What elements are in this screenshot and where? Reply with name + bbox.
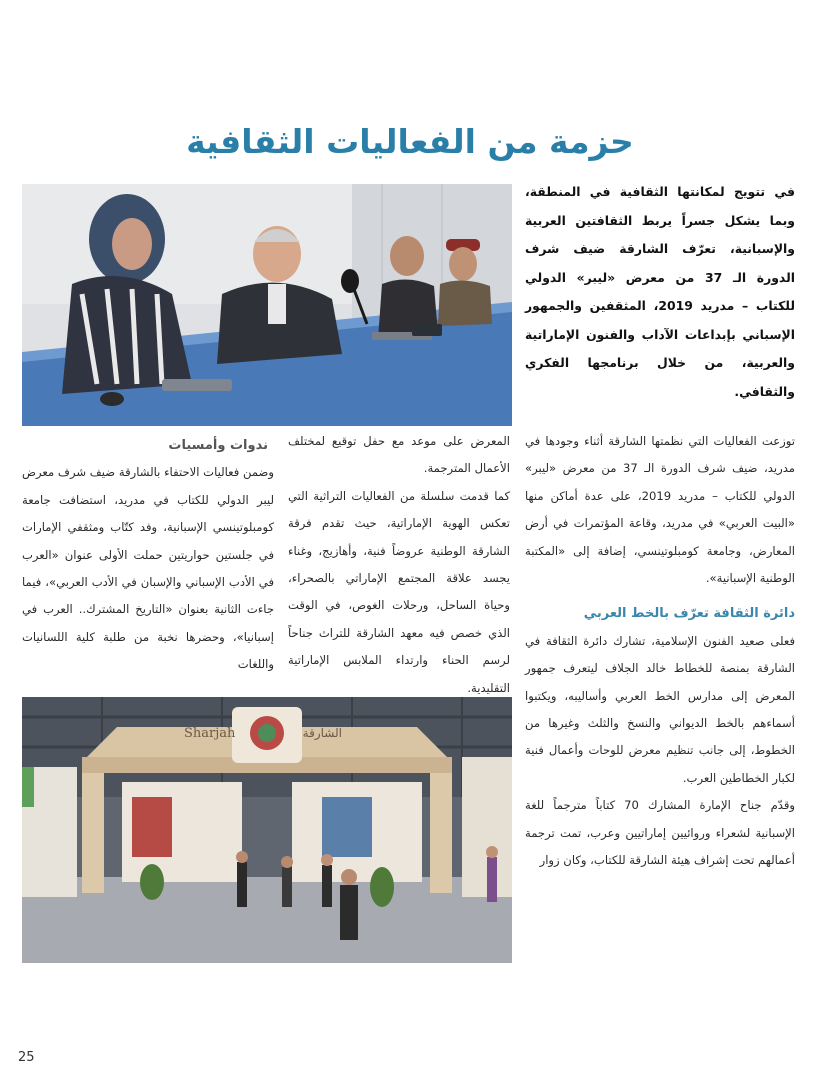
panel-discussion-photo: [22, 184, 512, 426]
middle-paragraph-2: كما قدمت سلسلة من الفعاليات التراثية التي تعكس الهوية الإماراتية، حيث تقدم فرقة الشارقة الوطنية عروضاً فنية، وأهازيج، وغناء يجسد علاقة المجتمع الإماراتي بالصحراء، وحياة الساحل، ورحلات الغوص، في الوقت الذي خصص فيه معهد الشارقة للتراث جناحاً لرسم الحناء وارتداء الملابس الإماراتية التقليدية.: [288, 488, 510, 695]
banner-arabic-text: الشارقة: [302, 726, 342, 740]
right-paragraph-3: وقدّم جناح الإمارة المشارك 70 كتاباً مترجماً للغة الإسبانية لشعراء وروائيين إماراتيين وعرب، تمت ترجمة أعمالهم تحت إشراف هيئة الشارقة للكتاب، وكان زوار: [525, 798, 795, 868]
calligraphy-subheading: دائرة الثقافة تعرّف بالخط العربي: [583, 606, 795, 622]
seminars-subheading: ندوات وأمسيات: [168, 438, 268, 453]
sharjah-pavilion-photo: [22, 697, 512, 963]
right-paragraph-2: فعلى صعيد الفنون الإسلامية، تشارك دائرة الثقافة في الشارقة بمنصة للخطاط خالد الجلاف ليتعرف جمهور المعرض إلى مدارس الخط العربي وأساليبه، ويكتبوا أسماءهم بالخط الديواني والنسخ والثلث وغيرها من الخطوط، إلى جانب تنظيم معرض للوحات وأعمال فنية لكبار الخطاطين العرب.: [525, 633, 795, 785]
left-column: [22, 432, 274, 679]
intro-paragraph: في تتويج لمكانتها الثقافية في المنطقة، وبما يشكل جسراً يربط الثقافتين العربية والإسبانية، تعرّف الشارقة ضيف شرف الدورة الـ 37 من معرض «ليبر» الدولي للكتاب – مدريد 2019، المثقفين والجمهور الإسباني بإبداعات الآداب والفنون الإماراتية والعربية، من خلال برنامجها الفكري والثقافي.: [525, 184, 795, 399]
middle-paragraph-1: المعرض على موعد مع حفل توقيع لمختلف الأعمال المترجمة.: [288, 434, 510, 476]
banner-latin-text: Sharjah: [184, 726, 236, 741]
middle-column: [288, 428, 510, 702]
right-column: [525, 428, 795, 875]
page-title: حزمة من الفعاليات الثقافية: [186, 122, 634, 162]
page-number: 25: [18, 1050, 35, 1065]
left-paragraph-1: وضمن فعاليات الاحتفاء بالشارقة ضيف شرف معرض ليبر الدولي للكتاب في مدريد، استضافت جامعة كومبلوتينسي الإسبانية، وفد كتّاب ومثقفي الإمارات في جلستين حواريتين حملت الأولى عنوان «العرب في الأدب الإسباني والإسبان في الأدب العربي»، فيما جاءت الثانية بعنوان «التاريخ المشترك.. العرب في إسبانيا»، وحضرها نخبة من طلبة كلية اللسانيات واللغات: [22, 465, 274, 672]
right-paragraph-1: توزعت الفعاليات التي نظمتها الشارقة أثناء وجودها في مدريد، ضيف شرف الدورة الـ 37 من معرض «ليبر» الدولي للكتاب – مدريد 2019، على عدة أماكن منها «البيت العربي» في مدريد، وقاعة المؤتمرات في أرض المعارض، وجامعة كومبلوتينسي، إضافة إلى «المكتبة الوطنية الإسبانية».: [525, 434, 795, 586]
